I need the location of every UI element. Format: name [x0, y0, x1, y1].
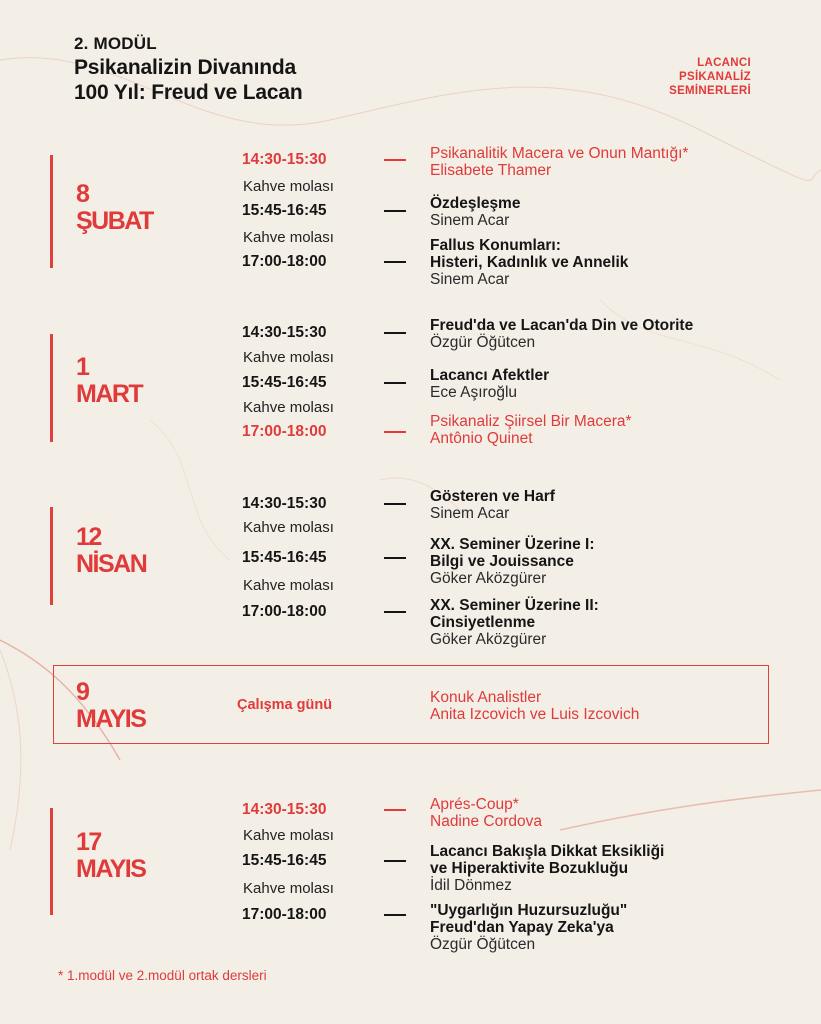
session-time: 14:30-15:30	[242, 801, 327, 818]
dash-separator	[384, 382, 406, 384]
dash-separator	[384, 809, 406, 811]
dash-separator	[384, 503, 406, 505]
day-divider-bar	[50, 808, 53, 915]
session-time: 14:30-15:30	[242, 151, 327, 168]
brand-line-2: PSİKANALİZ	[679, 71, 751, 83]
session	[430, 902, 627, 954]
session-time: 15:45-16:45	[242, 202, 327, 219]
coffee-break-label: Kahve molası	[243, 519, 334, 536]
session-title-line-1: XX. Seminer Üzerine II:	[430, 597, 599, 614]
dash-separator	[384, 557, 406, 559]
session	[430, 317, 693, 352]
session-title-line-2: Bilgi ve Jouissance	[430, 553, 574, 570]
session	[430, 367, 549, 402]
dash-separator	[384, 159, 406, 161]
session-speaker: Göker Aközgürer	[430, 631, 547, 648]
coffee-break-label: Kahve molası	[243, 399, 334, 416]
session	[430, 195, 520, 230]
session-title-line-2: Cinsiyetlenme	[430, 614, 536, 631]
session	[430, 689, 639, 724]
day-number: 9	[76, 678, 89, 706]
day-number: 8	[76, 180, 89, 208]
session	[430, 536, 595, 588]
session-time: 15:45-16:45	[242, 374, 327, 391]
day-month: NİSAN	[76, 550, 147, 578]
day-number: 1	[76, 353, 89, 381]
dash-separator	[384, 860, 406, 862]
session-title-line-2: Freud'dan Yapay Zeka'ya	[430, 919, 614, 936]
session-speaker: Elisabete Thamer	[430, 162, 552, 179]
session-time: 15:45-16:45	[242, 549, 327, 566]
session-title: Konuk Analistler	[430, 689, 542, 706]
day-month: ŞUBAT	[76, 207, 153, 235]
coffee-break-label: Kahve molası	[243, 229, 334, 246]
session-title: Özdeşleşme	[430, 195, 521, 212]
dash-separator	[384, 210, 406, 212]
session-title-line-1: Lacancı Bakışla Dikkat Eksikliği	[430, 843, 665, 860]
session-speaker: Sinem Acar	[430, 505, 510, 522]
day-number: 12	[76, 523, 101, 551]
page-title-line-1: Psikanalizin Divanında	[74, 56, 297, 79]
session-time: 17:00-18:00	[242, 253, 327, 270]
session-speaker: Nadine Cordova	[430, 813, 543, 830]
footnote: * 1.modül ve 2.modül ortak dersleri	[58, 968, 267, 983]
session-title-line-2: Histeri, Kadınlık ve Annelik	[430, 254, 629, 271]
page-title	[74, 55, 302, 105]
session-title: Lacancı Afektler	[430, 367, 550, 384]
session-speaker: Özgür Öğütcen	[430, 334, 536, 351]
day-month: MAYIS	[76, 705, 146, 733]
session	[430, 597, 599, 649]
session-time: 17:00-18:00	[242, 423, 327, 440]
day-label	[76, 524, 146, 578]
dash-separator	[384, 261, 406, 263]
coffee-break-label: Kahve molası	[243, 577, 334, 594]
coffee-break-label: Kahve molası	[243, 349, 334, 366]
session-speaker: Sinem Acar	[430, 212, 510, 229]
day-label	[76, 354, 142, 408]
session-speaker: Göker Aközgürer	[430, 570, 547, 587]
coffee-break-label: Kahve molası	[243, 827, 334, 844]
session	[430, 237, 628, 289]
session-title-line-1: "Uygarlığın Huzursuzluğu"	[430, 902, 628, 919]
session-speaker: Özgür Öğütcen	[430, 936, 536, 953]
brand-logo-text	[669, 56, 751, 98]
session-title: Psikanalitik Macera ve Onun Mantığı*	[430, 145, 689, 162]
day-label	[76, 829, 145, 883]
brand-line-1: LACANCI	[697, 57, 751, 69]
session-title: Psikanaliz Şiirsel Bir Macera*	[430, 413, 632, 430]
day-label	[76, 679, 145, 733]
session-time: 17:00-18:00	[242, 906, 327, 923]
dash-separator	[384, 431, 406, 433]
day-month: MAYIS	[76, 855, 146, 883]
dash-separator	[384, 914, 406, 916]
session	[430, 488, 555, 523]
session	[430, 413, 632, 448]
day-divider-bar	[50, 334, 53, 442]
session-time: 14:30-15:30	[242, 324, 327, 341]
day-divider-bar	[50, 155, 53, 268]
session-speaker: Ece Aşıroğlu	[430, 384, 518, 401]
session-time: 17:00-18:00	[242, 603, 327, 620]
session-title: Freud'da ve Lacan'da Din ve Otorite	[430, 317, 694, 334]
session-title-line-1: Fallus Konumları:	[430, 237, 561, 254]
session	[430, 843, 664, 895]
day-number: 17	[76, 828, 101, 856]
session-title: Gösteren ve Harf	[430, 488, 555, 505]
session-time: 15:45-16:45	[242, 852, 327, 869]
session-time: 14:30-15:30	[242, 495, 327, 512]
day-label	[76, 181, 153, 235]
coffee-break-label: Kahve molası	[243, 178, 334, 195]
day-divider-bar	[50, 507, 53, 605]
session-speaker: İdil Dönmez	[430, 877, 512, 894]
session-speaker: Anita Izcovich ve Luis Izcovich	[430, 706, 640, 723]
session-title-line-2: ve Hiperaktivite Bozukluğu	[430, 860, 629, 877]
session-title-line-1: XX. Seminer Üzerine I:	[430, 536, 595, 553]
workday-label: Çalışma günü	[237, 697, 333, 713]
dash-separator	[384, 611, 406, 613]
session-speaker: Sinem Acar	[430, 271, 510, 288]
session-speaker: Antônio Quinet	[430, 430, 533, 447]
day-month: MART	[76, 380, 143, 408]
session	[430, 796, 542, 831]
session-title: Aprés-Coup*	[430, 796, 519, 813]
session	[430, 145, 688, 180]
coffee-break-label: Kahve molası	[243, 880, 334, 897]
page-title-line-2: 100 Yıl: Freud ve Lacan	[74, 81, 303, 104]
module-label: 2. MODÜL	[74, 34, 157, 53]
highlight-box	[53, 665, 769, 744]
brand-line-3: SEMİNERLERİ	[669, 85, 751, 97]
dash-separator	[384, 332, 406, 334]
